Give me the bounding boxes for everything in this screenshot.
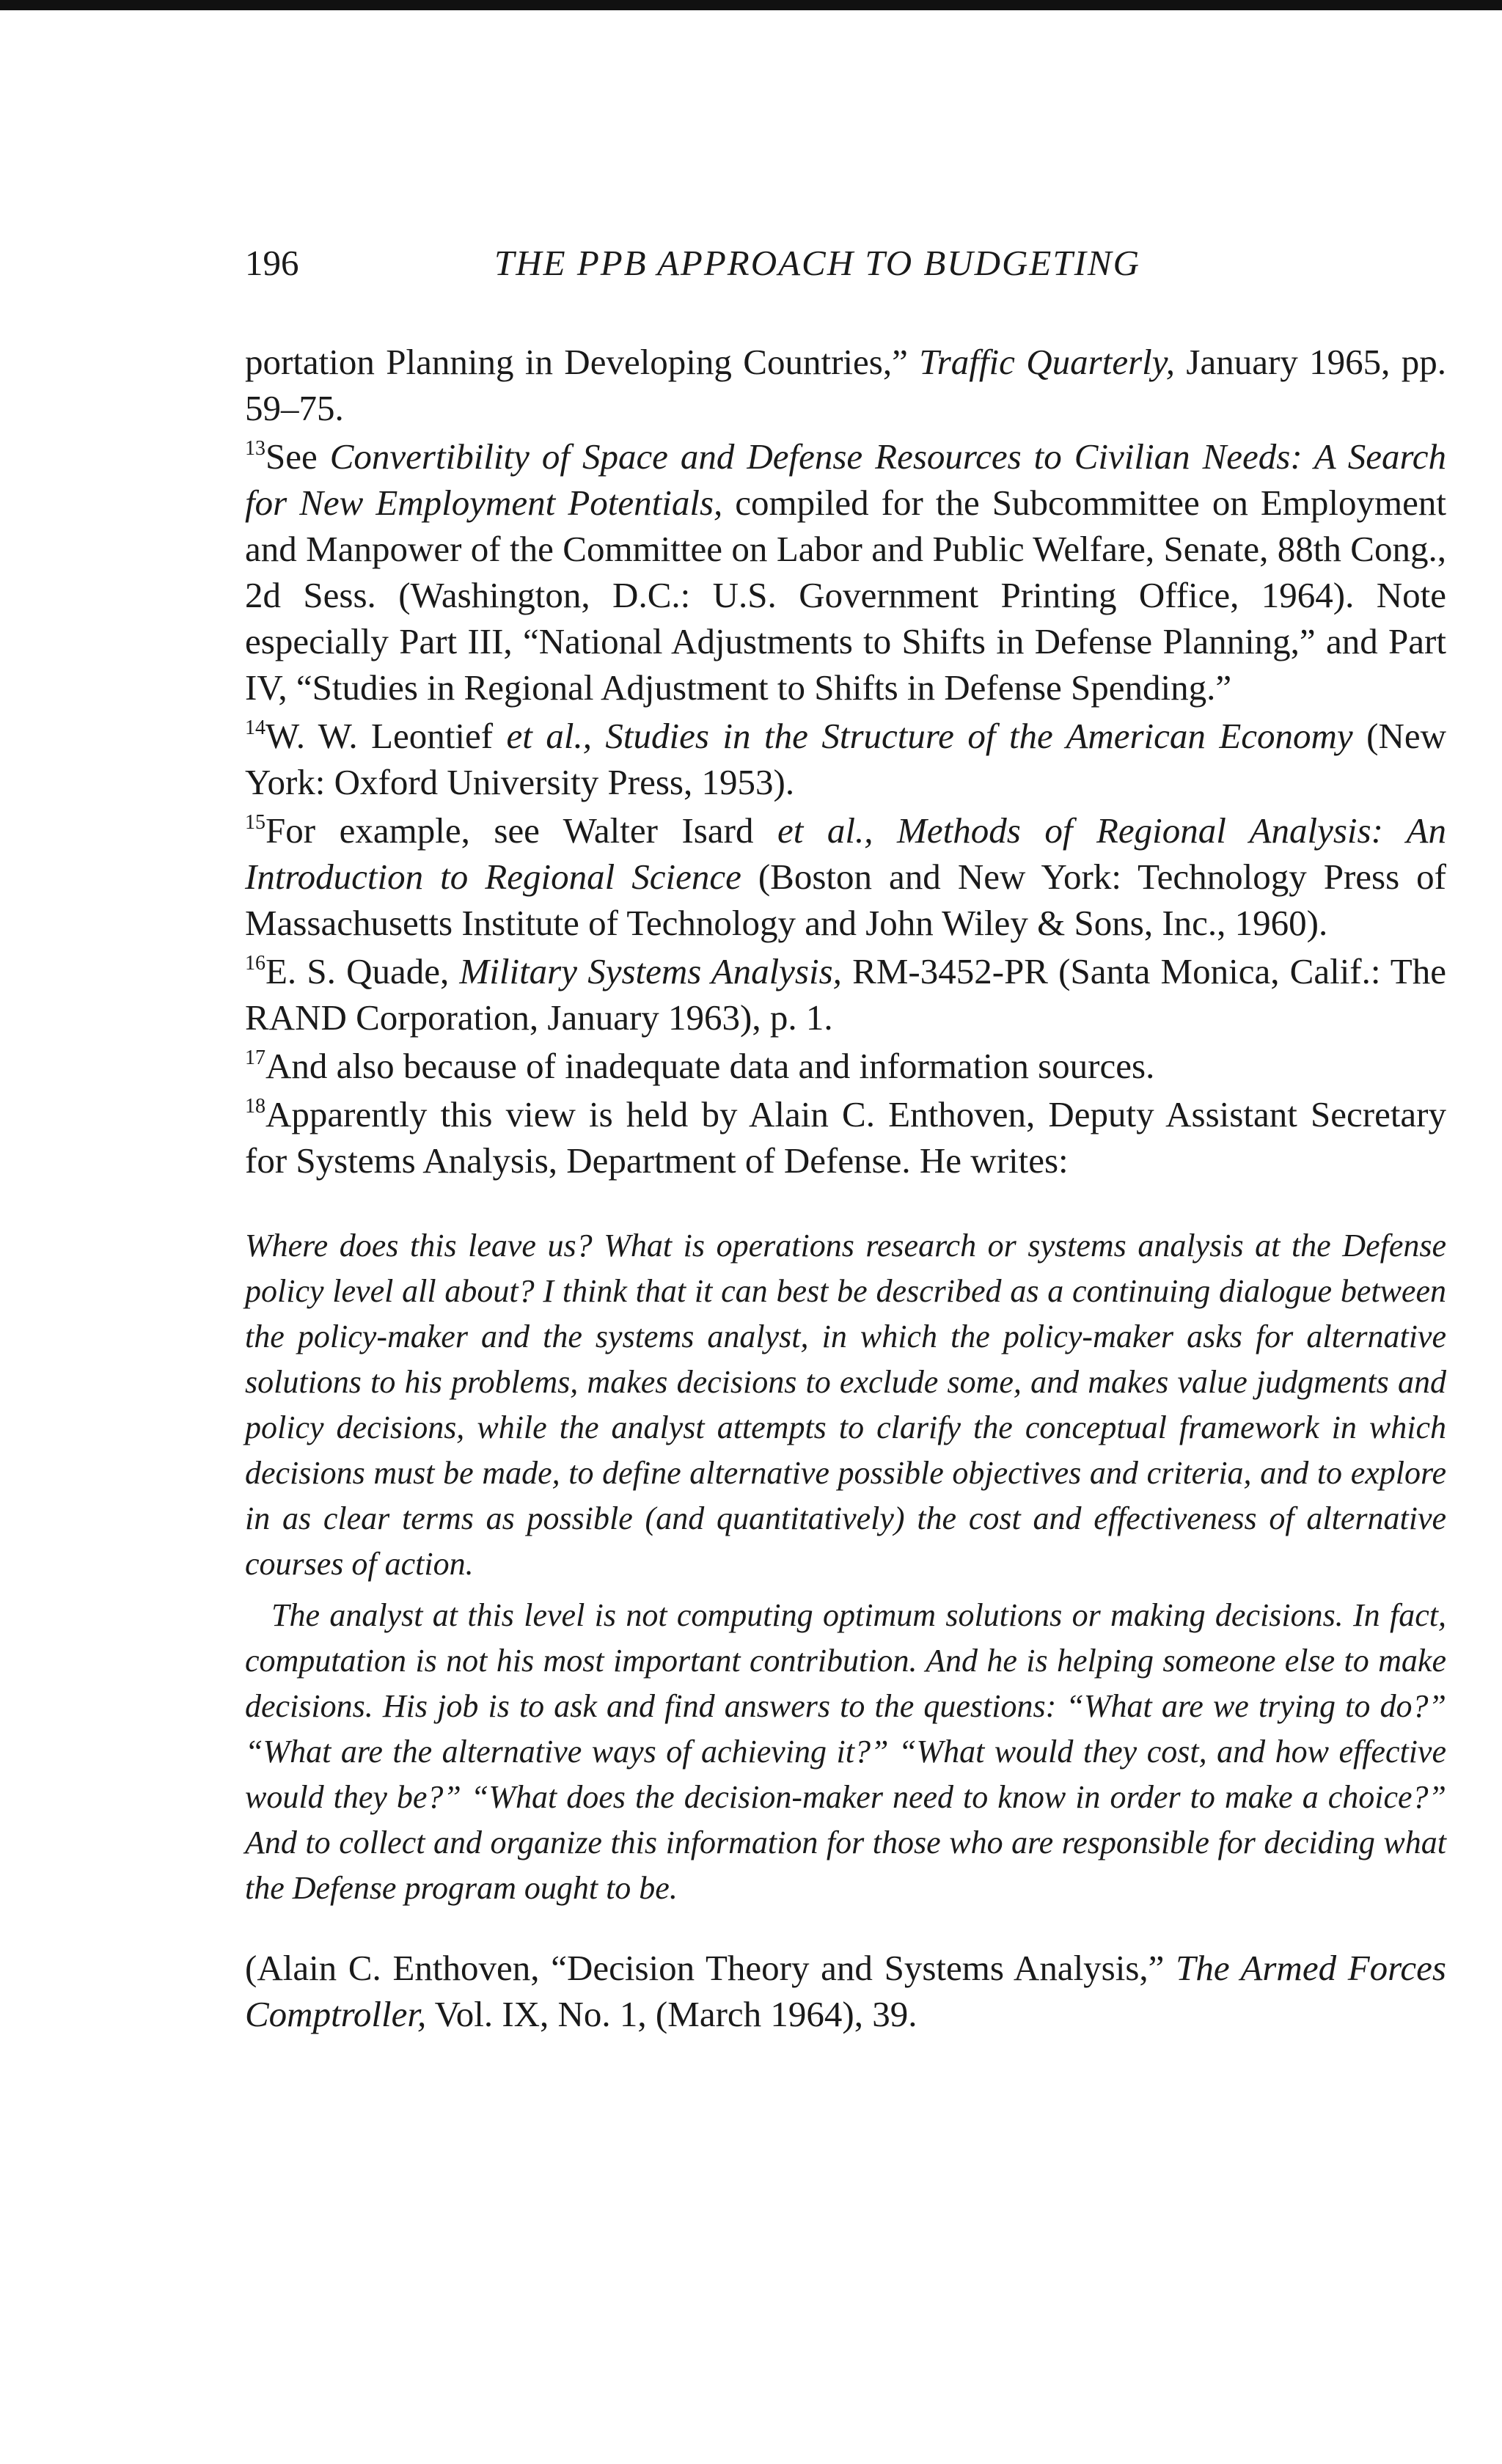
page-header — [245, 242, 1446, 301]
note-text: E. S. Quade, — [265, 951, 460, 991]
citation-italic-text: The Armed Forces Comptroller, — [245, 1948, 1447, 2034]
note-text: RM-3452-PR (Santa Monica, Calif.: The RAND Corporation, January 1963), p. 1. — [245, 951, 1446, 1038]
note-number: 16 — [245, 951, 265, 975]
note-italic-text: et al., Studies in the Structure of the American Economy — [506, 716, 1353, 756]
note-16 — [245, 948, 1446, 1041]
note-17 — [245, 1043, 1446, 1089]
note-text: (New York: Oxford University Press, 1953). — [245, 716, 1446, 802]
note-13 — [245, 433, 1446, 711]
note-text: portation Planning in Developing Countries,” — [245, 342, 920, 382]
note-text: See — [265, 436, 330, 477]
note-continuation — [245, 339, 1446, 431]
note-italic-text: et al., Methods of Regional Analysis: An Introduction to Regional Science — [245, 810, 1446, 897]
book-page — [245, 242, 1446, 2073]
note-text: For example, see Walter Isard — [265, 810, 777, 851]
note-number: 15 — [245, 810, 265, 834]
note-number: 14 — [245, 716, 265, 739]
citation-text: Vol. IX, No. 1, (March 1964), 39. — [426, 1994, 917, 2034]
quote-paragraph: The analyst at this level is not computing optimum solutions or making decisions. In fact, computation is not his most important contribution. And he is helping someone else to make decisions. His job is to ask and find answers to the questions: “What are we trying to do?” “What are the alternative ways of achieving it?” “What would they cost, and how effective would they be?” “What does the decision-maker need to know in order to make a choice?” And to collect and organize this information for those who are responsible for deciding what the Defense program ought to be. — [245, 1597, 1446, 1906]
note-text: W. W. Leontief — [265, 716, 507, 756]
note-text: compiled for the Subcommittee on Employment and Manpower of the Committee on Labor and Public Welfare, Senate, 88th Cong., 2d Sess. (Washington, D.C.: U.S. Government Printing Office, 1964). Note especially Part III, “National Adjustments to Shifts in Defense Planning,” and Part IV, “Studies in Regional Adjustment to Shifts in Defense Spending.” — [245, 483, 1446, 708]
note-14 — [245, 713, 1446, 805]
note-italic-text: Traffic Quarterly, — [919, 342, 1176, 382]
note-18 — [245, 1091, 1446, 1184]
note-number: 17 — [245, 1046, 265, 1069]
note-italic-text: Military Systems Analysis, — [459, 951, 842, 991]
quote-paragraph: Where does this leave us? What is operations research or systems analysis at the Defense policy level all about? I think that it can best be described as a continuing dialogue between the policy-maker and the systems analyst, in which the policy-maker asks for alternative solutions to his problems, makes decisions to exclude some, and makes value judgments and policy decisions, while the analyst attempts to clarify the conceptual framework in which decisions must be made, to define alternative possible objectives and criteria, and to explore in as clear terms as possible (and quantitatively) the cost and effectiveness of alternative courses of action. — [245, 1228, 1446, 1582]
note-number: 13 — [245, 436, 265, 460]
top-border-rule — [0, 0, 1502, 10]
note-15 — [245, 807, 1446, 946]
note-text: Apparently this view is held by Alain C. Enthoven, Deputy Assistant Secretary for Systems Analysis, Department of Defense. He writes: — [245, 1094, 1446, 1181]
note-italic-text: Convertibility of Space and Defense Resources to Civilian Needs: A Search for New Employment Potentials, — [245, 436, 1446, 523]
note-text: (Boston and New York: Technology Press of Massachusetts Institute of Technology and John Wiley & Sons, Inc., 1960). — [245, 857, 1446, 943]
page-number: 196 — [245, 243, 299, 283]
quote-citation — [245, 1945, 1446, 2037]
citation-text: (Alain C. Enthoven, “Decision Theory and Systems Analysis,” — [245, 1948, 1176, 1988]
note-text: January 1965, pp. 59–75. — [245, 342, 1446, 428]
block-quote — [245, 1223, 1446, 1911]
note-number: 18 — [245, 1094, 265, 1118]
note-text: And also because of inadequate data and information sources. — [265, 1046, 1155, 1086]
endnotes — [245, 339, 1446, 1184]
running-head: THE PPB APPROACH TO BUDGETING — [494, 243, 1140, 283]
